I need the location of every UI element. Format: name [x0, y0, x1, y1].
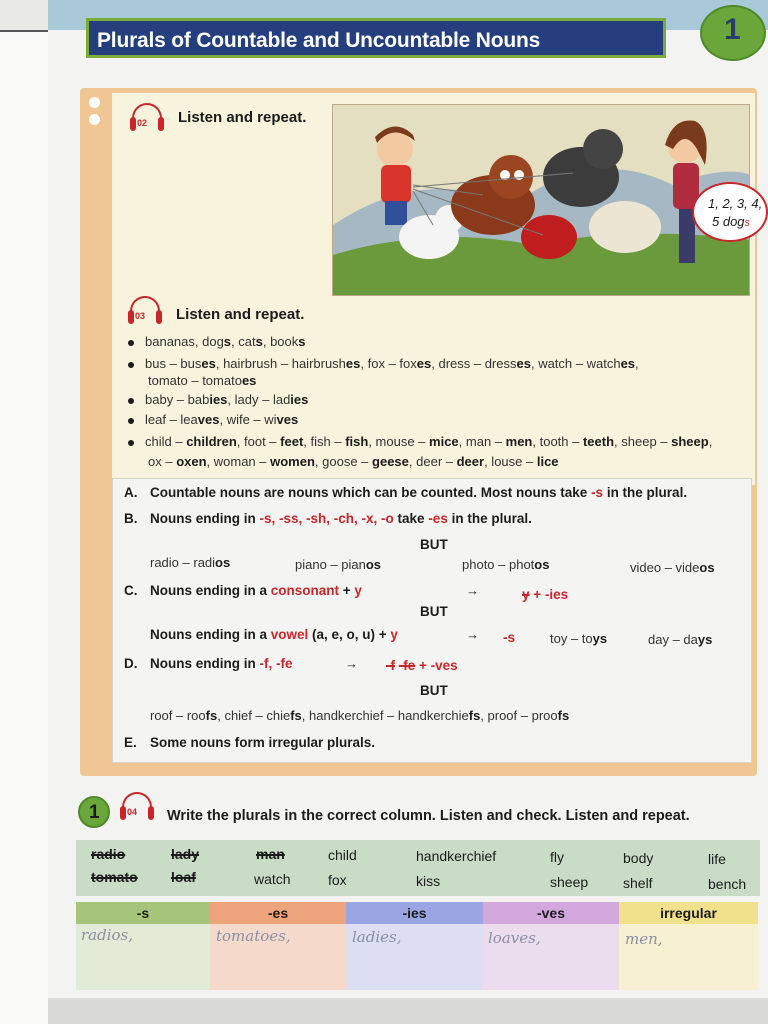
answer-text: radios, — [81, 926, 134, 944]
column-header-irregular: irregular — [619, 902, 758, 924]
list-item: child – children, foot – feet, fish – fish, mouse – mice, man – men, tooth – teeth, sheep – sheep, — [128, 434, 712, 449]
listen-repeat-heading: Listen and repeat. — [176, 306, 305, 323]
page-bottom-edge — [48, 998, 768, 1024]
rule-a: A. Countable nouns are nouns which can be counted. Most nouns take -s in the plural. — [124, 485, 688, 500]
word-bank-item: man — [256, 846, 285, 862]
example-item: day – days — [648, 632, 713, 647]
example-item: piano – pianos — [295, 557, 382, 572]
exercise-number-badge — [78, 796, 110, 828]
word-bank-item: bench — [708, 876, 747, 892]
rule-b: B. Nouns ending in -s, -ss, -sh, -ch, -x, -o take -es in the plural. — [124, 511, 532, 526]
word-bank-item: shelf — [623, 875, 653, 891]
example-item: video – videos — [630, 560, 715, 575]
exercise-number: 1 — [89, 802, 100, 823]
rule-c: C. Nouns ending in a consonant + y — [124, 583, 362, 598]
rule-c-result: y + -ies — [522, 587, 569, 602]
list-item: leaf – leaves, wife – wives — [128, 412, 298, 427]
but-label: BUT — [420, 537, 448, 552]
word-bank-item: body — [623, 850, 654, 866]
word-bank-item: handkerchief — [416, 848, 497, 864]
audio-track-number: 02 — [137, 118, 148, 128]
word-bank-item: tomato — [91, 869, 138, 885]
answer-text: men, — [625, 930, 663, 948]
but-label: BUT — [420, 683, 448, 698]
answer-text: tomatoes, — [216, 927, 291, 945]
page-title-bar — [86, 18, 666, 58]
headphones-audio-icon[interactable] — [118, 792, 156, 826]
kids-walking-dogs-illustration — [332, 104, 750, 296]
headphones-audio-icon[interactable] — [126, 296, 164, 330]
column-header-s: -s — [76, 902, 210, 924]
arrow-icon: → — [466, 627, 479, 642]
column-header-ves: -ves — [483, 902, 619, 924]
panel-dot-top — [89, 97, 100, 108]
but-label: BUT — [420, 604, 448, 619]
exercise-instruction: Write the plurals in the correct column. Listen and check. Listen and repeat. — [167, 808, 690, 824]
page-left-margin — [0, 32, 48, 1024]
arrow-icon: → — [345, 656, 358, 671]
list-item-continuation: tomato – tomatoes — [148, 373, 257, 388]
column-header-es: -es — [210, 902, 346, 924]
list-item: bananas, dogs, cats, books — [128, 334, 306, 349]
example-item: toy – toys — [550, 631, 608, 646]
answer-text: ladies, — [352, 928, 402, 946]
word-bank-item: lady — [171, 846, 200, 862]
dogs-scene-image — [333, 105, 750, 296]
unit-number: 1 — [724, 13, 741, 46]
rule-e: E. Some nouns form irregular plurals. — [124, 735, 376, 750]
rule-c-but: Nouns ending in a vowel (a, e, o, u) + y — [150, 627, 398, 642]
rule-c-but-result: -s — [503, 630, 516, 645]
word-bank-item: watch — [254, 871, 291, 887]
word-bank-item: fox — [328, 872, 347, 888]
word-bank-item: child — [328, 847, 357, 863]
page-title: Plurals of Countable and Uncountable Nouns — [97, 29, 541, 52]
example-item: roof – roofs, chief – chiefs, handkerchief – handkerchiefs, proof – proofs — [150, 708, 570, 723]
speech-bubble-line1: 1, 2, 3, 4, — [708, 196, 763, 211]
answer-text: loaves, — [488, 929, 541, 947]
list-item: baby – babies, lady – ladies — [128, 392, 308, 407]
panel-dot-bottom — [89, 114, 100, 125]
speech-bubble — [692, 182, 768, 242]
rule-d-result: -f -fe + -ves — [386, 658, 458, 673]
word-bank-item: sheep — [550, 874, 589, 890]
word-bank-item: life — [708, 851, 726, 867]
column-header-ies: -ies — [346, 902, 483, 924]
arrow-icon: → — [466, 583, 479, 598]
audio-track-number: 03 — [135, 311, 146, 321]
list-item: bus – buses, hairbrush – hairbrushes, fox – foxes, dress – dresses, watch – watches, — [128, 356, 639, 371]
list-item-continuation: ox – oxen, woman – women, goose – geese, deer – deer, louse – lice — [148, 454, 559, 469]
audio-track-number: 04 — [127, 807, 138, 817]
example-item: radio – radios — [150, 555, 231, 570]
rule-d: D. Nouns ending in -f, -fe — [124, 656, 293, 671]
word-bank-item: fly — [550, 849, 564, 865]
headphones-audio-icon[interactable] — [128, 103, 166, 137]
unit-badge — [700, 5, 766, 61]
listen-repeat-heading: Listen and repeat. — [178, 109, 307, 126]
example-item: photo – photos — [462, 557, 550, 572]
word-bank-item: loaf — [171, 869, 196, 885]
speech-bubble-line2: 5 dogs — [712, 214, 751, 229]
word-bank-item: radio — [91, 846, 126, 862]
word-bank-item: kiss — [416, 873, 441, 889]
